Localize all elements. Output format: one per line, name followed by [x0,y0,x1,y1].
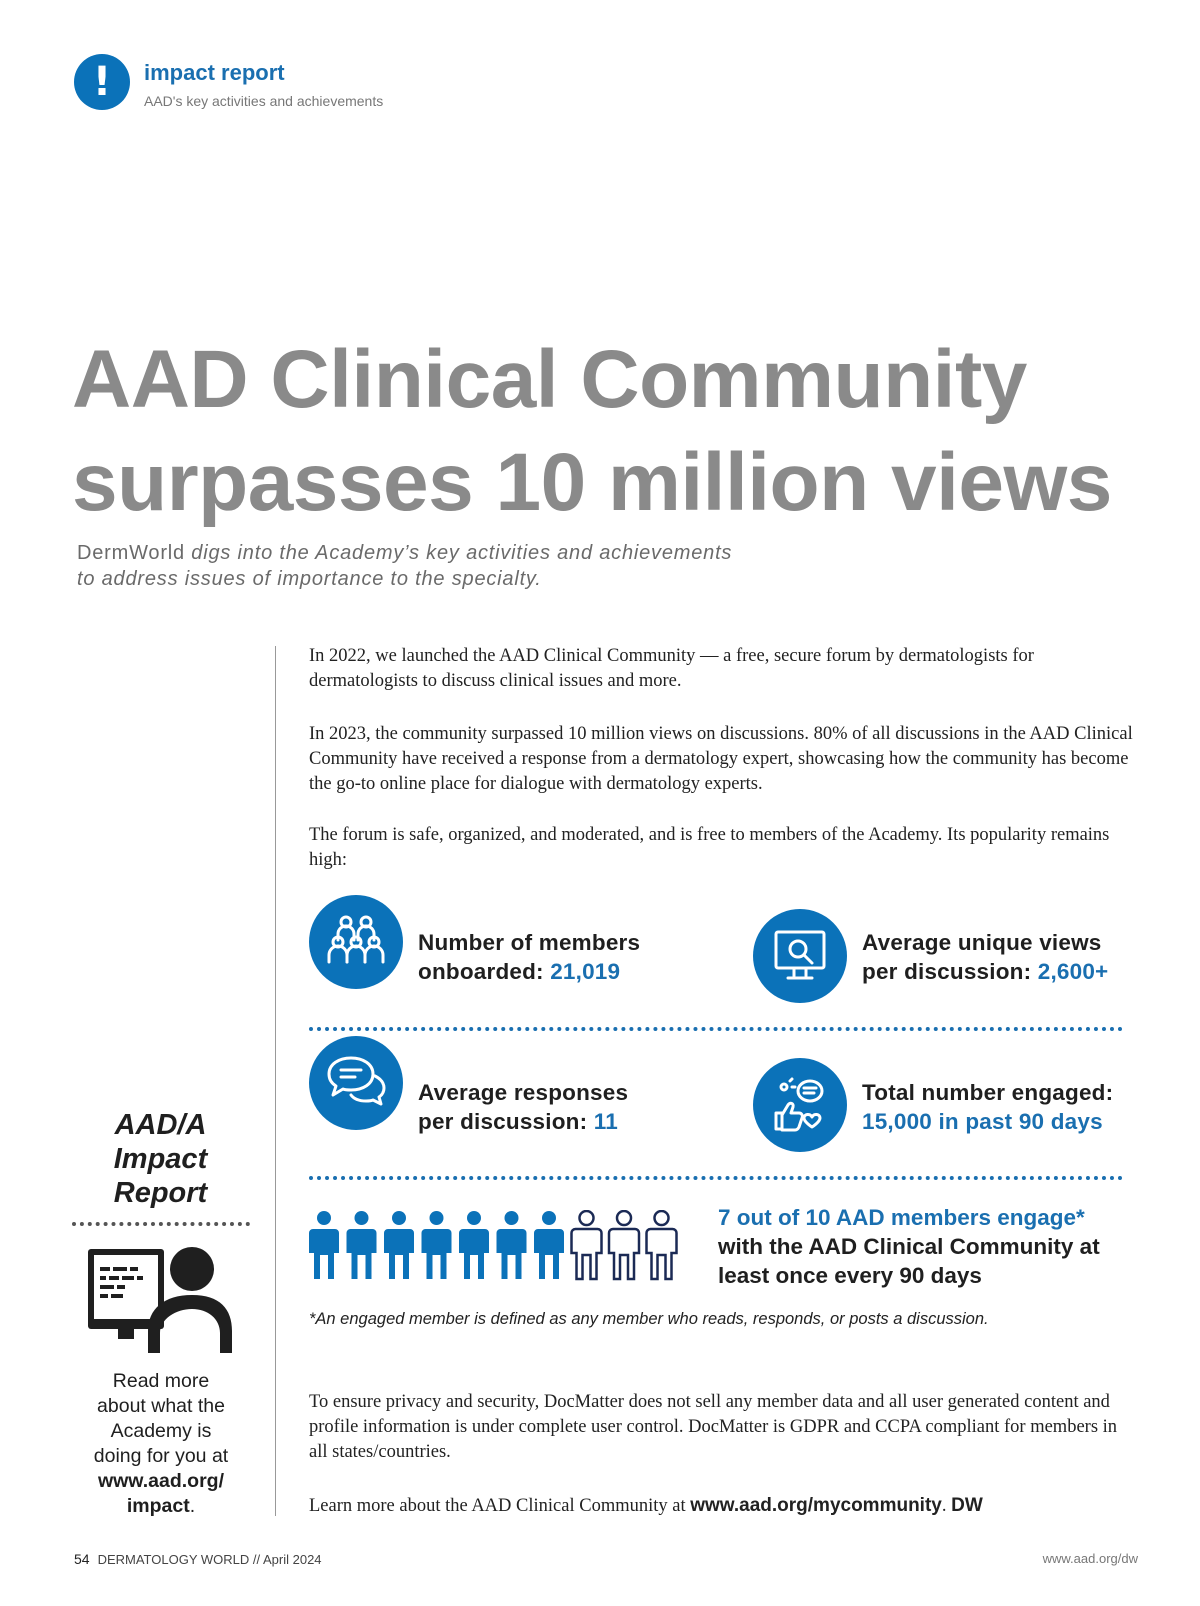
person-engaged-icon [497,1211,527,1279]
stat-value: 15,000 in past 90 days [862,1109,1103,1134]
engagement-text: least once every 90 days [718,1263,982,1288]
stat-label: Average responses [418,1080,629,1105]
learn-more-punct: . [941,1496,952,1516]
sidebar-text-line: doing for you at [93,1445,229,1467]
computer-user-icon [88,1245,233,1355]
person-engaged-icon [384,1211,414,1279]
page-footer [74,1551,322,1567]
headline-line2: surpasses 10 million views [72,437,1112,528]
stat-members-onboarded [418,928,640,986]
sidebar-title [88,1108,233,1210]
stat-total-engaged [862,1078,1113,1136]
body-paragraph-4: To ensure privacy and security, DocMatter does not sell any member data and all user generated content and profile information is under complete user control. DocMatter is GDPR and CCPA compliant for members in all states/countries. [309,1392,1118,1462]
stat-unique-views [862,928,1108,986]
impact-link-line[interactable]: impact [126,1495,190,1517]
stat-label: per discussion: [862,959,1038,984]
exclamation-icon: ! [74,54,130,110]
engagement-text: with the AAD Clinical Community at [718,1234,1100,1259]
sidebar-title-line: AAD/A [114,1109,207,1141]
person-engaged-icon [422,1211,452,1279]
stat-label: Total number engaged: [862,1080,1114,1105]
monitor-search-icon [753,909,847,1003]
sidebar-text-line: Academy is [110,1420,212,1442]
deck-line2: to address issues of importance to the specialty. [77,568,542,590]
dotted-divider [309,1176,1123,1180]
person-not-engaged-icon [647,1211,677,1279]
page-number: 54 [74,1551,90,1567]
stat-value: 11 [593,1109,618,1134]
person-not-engaged-icon [572,1211,602,1279]
sidebar-text-line: about what the [97,1395,225,1417]
person-engaged-icon [309,1211,339,1279]
footnote: *An engaged member is defined as any member who reads, responds, or posts a discussion. [309,1310,989,1328]
impact-link[interactable] [98,1470,224,1517]
stat-value: 21,019 [550,959,621,984]
sidebar-text-line: Read more [112,1370,210,1392]
sidebar-divider [72,1222,250,1226]
chat-bubbles-icon [309,1036,403,1130]
deck-publication: DermWorld [77,542,185,564]
body-paragraph-2: In 2023, the community surpassed 10 million views on discussions. 80% of all discussions in the AAD Clinical Community have received a response from a dermatology expert, showcasing how the community has become the go-to online place for dialogue with dermatology experts. [309,724,1133,794]
people-group-icon [309,895,403,989]
dotted-divider [309,1027,1123,1031]
mycommunity-link[interactable]: www.aad.org/mycommunity [690,1495,942,1516]
stat-label: per discussion: [418,1109,594,1134]
body-paragraph-1: In 2022, we launched the AAD Clinical Community — a free, secure forum by dermatologists for dermatologists to discuss clinical issues and more. [309,646,1034,691]
page-title [72,328,1172,534]
sidebar-text-punct: . [189,1495,196,1517]
headline-line1: AAD Clinical Community [72,334,1027,425]
engagement-highlight: 7 out of 10 AAD members engage* [718,1205,1085,1230]
deck-text [77,540,837,592]
footer-url[interactable]: www.aad.org/dw [1042,1551,1138,1566]
dw-end-mark: DW [951,1495,983,1516]
stat-label: Average unique views [862,930,1102,955]
publication-name: DERMATOLOGY WORLD // April 2024 [97,1552,322,1567]
person-engaged-icon [347,1211,377,1279]
section-title: impact report [144,60,285,85]
impact-link-line[interactable]: www.aad.org/ [97,1470,225,1492]
learn-more-text: Learn more about the AAD Clinical Community at [309,1496,691,1516]
engagement-icon [753,1058,847,1152]
sidebar-title-line: Report [113,1177,208,1209]
engagement-statement [718,1203,1138,1290]
body-paragraph-5 [309,1493,1139,1519]
person-engaged-icon [459,1211,489,1279]
stat-label: Number of members [418,930,641,955]
column-divider [275,646,276,1516]
person-not-engaged-icon [609,1211,639,1279]
section-subtitle: AAD's key activities and achievements [144,93,384,109]
sidebar-title-line: Impact [113,1143,208,1175]
stat-value: 2,600+ [1037,959,1109,984]
person-engaged-icon [534,1211,564,1279]
stat-label: onboarded: [418,959,551,984]
stat-average-responses [418,1078,628,1136]
body-paragraph-3: The forum is safe, organized, and moderated, and is free to members of the Academy. Its popularity remains high: [309,825,1110,870]
sidebar-text [72,1369,250,1519]
people-pictogram [309,1210,689,1282]
deck-line1: digs into the Academy’s key activities and achievements [184,542,733,564]
